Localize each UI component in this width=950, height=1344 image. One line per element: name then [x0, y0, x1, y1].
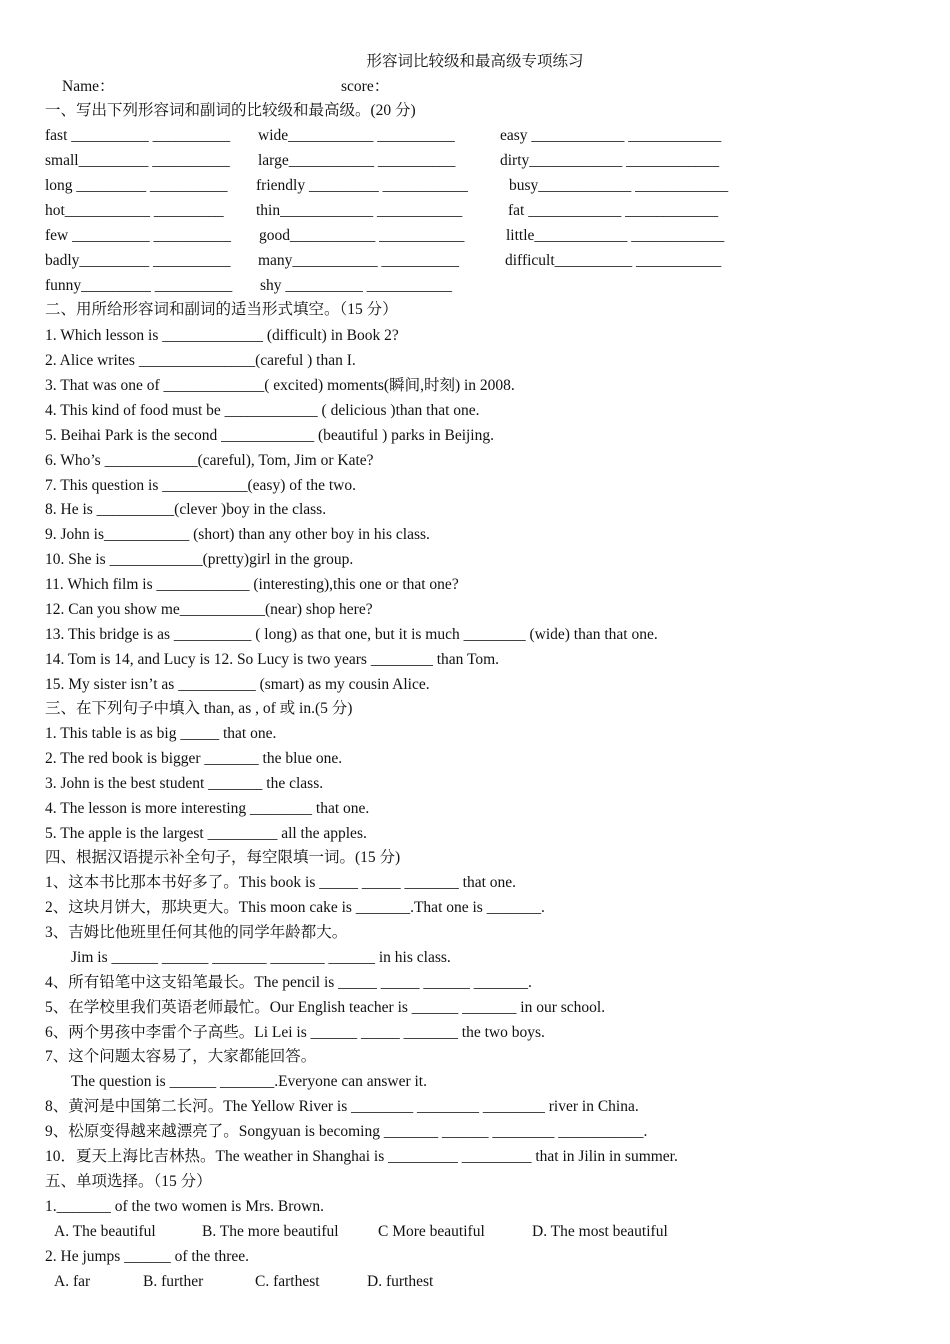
word-row-cell: badly_________ __________	[45, 252, 231, 269]
exercise-item: 9、松原变得越来越漂亮了。Songyuan is becoming _______ ______ ________ ___________.	[45, 1123, 648, 1140]
exercise-item: 9. John is___________ (short) than any other boy in his class.	[45, 526, 430, 543]
worksheet-title: 形容词比较级和最高级专项练习	[366, 53, 584, 70]
section-heading-2: 二、用所给形容词和副词的适当形式填空。（15 分）	[45, 301, 398, 318]
exercise-item: 3. That was one of _____________( excited) moments(瞬间,时刻) in 2008.	[45, 377, 515, 394]
exercise-item: 14. Tom is 14, and Lucy is 12. So Lucy is two years ________ than Tom.	[45, 651, 500, 668]
exercise-item: 10．夏天上海比吉林热。The weather in Shanghai is _________ _________ that in Jilin in summer.	[45, 1148, 678, 1165]
exercise-item: 4、所有铅笔中这支铅笔最长。The pencil is _____ _____ ______ _______.	[45, 974, 532, 991]
exercise-item: 10. She is ____________(pretty)girl in the group.	[45, 551, 354, 568]
word-row-cell: fast __________ __________	[45, 127, 231, 144]
mc-option-c: C More beautiful	[378, 1223, 485, 1240]
word-row-cell: dirty____________ ____________	[500, 152, 720, 169]
exercise-item: 1、这本书比那本书好多了。This book is _____ _____ _______ that one.	[45, 874, 517, 891]
name-label: Name：	[62, 78, 115, 95]
mc-option-b: B. The more beautiful	[202, 1223, 339, 1240]
exercise-item: 2. Alice writes _______________(careful ) than I.	[45, 352, 356, 369]
word-row-cell: wide___________ __________	[258, 127, 455, 144]
exercise-item: 5、在学校里我们英语老师最忙。Our English teacher is ______ _______ in our school.	[45, 999, 606, 1016]
exercise-item: 4. The lesson is more interesting ________ that one.	[45, 800, 370, 817]
exercise-item: 8、黄河是中国第二长河。The Yellow River is ________ ________ ________ river in China.	[45, 1098, 639, 1115]
exercise-item: 6. Who’s ____________(careful), Tom, Jim or Kate?	[45, 452, 374, 469]
section-heading-4: 四、根据汉语提示补全句子，每空限填一词。(15 分)	[45, 849, 401, 866]
word-row-cell: long _________ __________	[45, 177, 228, 194]
exercise-item-continuation: Jim is ______ ______ _______ _______ ______ in his class.	[71, 949, 451, 966]
mc-question: 1._______ of the two women is Mrs. Brown.	[45, 1198, 324, 1215]
word-row-cell: large___________ __________	[258, 152, 456, 169]
mc-option-d: D. furthest	[367, 1273, 434, 1290]
mc-question: 2. He jumps ______ of the three.	[45, 1248, 250, 1265]
section-heading-5: 五、单项选择。（15 分）	[45, 1173, 212, 1190]
exercise-item: 5. Beihai Park is the second ____________ (beautiful ) parks in Beijing.	[45, 427, 494, 444]
word-row-cell: funny_________ __________	[45, 277, 233, 294]
exercise-item: 11. Which film is ____________ (interesting),this one or that one?	[45, 576, 459, 593]
exercise-item: 1. Which lesson is _____________ (difficult) in Book 2?	[45, 327, 399, 344]
exercise-item: 4. This kind of food must be ____________ ( delicious )than that one.	[45, 402, 480, 419]
mc-option-b: B. further	[143, 1273, 204, 1290]
exercise-item: 8. He is __________(clever )boy in the class.	[45, 501, 327, 518]
word-row-cell: many___________ __________	[258, 252, 460, 269]
word-row-cell: busy____________ ____________	[509, 177, 729, 194]
exercise-item: 15. My sister isn’t as __________ (smart) as my cousin Alice.	[45, 676, 430, 693]
word-row-cell: difficult__________ ___________	[505, 252, 722, 269]
word-row-cell: shy __________ ___________	[260, 277, 453, 294]
exercise-item-continuation: The question is ______ _______.Everyone can answer it.	[71, 1073, 427, 1090]
exercise-item: 3. John is the best student _______ the class.	[45, 775, 324, 792]
word-row-cell: few __________ __________	[45, 227, 231, 244]
mc-option-a: A. The beautiful	[54, 1223, 156, 1240]
exercise-item: 7、这个问题太容易了，大家都能回答。	[45, 1048, 317, 1065]
exercise-item: 2、这块月饼大，那块更大。This moon cake is _______.That one is _______.	[45, 899, 545, 916]
exercise-item: 12. Can you show me___________(near) shop here?	[45, 601, 373, 618]
exercise-item: 6、两个男孩中李雷个子高些。Li Lei is ______ _____ _______ the two boys.	[45, 1024, 545, 1041]
word-row-cell: hot___________ _________	[45, 202, 224, 219]
word-row-cell: small_________ __________	[45, 152, 230, 169]
exercise-item: 7. This question is ___________(easy) of the two.	[45, 477, 356, 494]
exercise-item: 2. The red book is bigger _______ the blue one.	[45, 750, 343, 767]
word-row-cell: friendly _________ ___________	[256, 177, 468, 194]
section-heading-3: 三、在下列句子中填入 than, as , of 或 in.(5 分)	[45, 700, 353, 717]
word-row-cell: fat ____________ ____________	[508, 202, 719, 219]
mc-option-a: A. far	[54, 1273, 91, 1290]
mc-option-c: C. farthest	[255, 1273, 320, 1290]
exercise-item: 13. This bridge is as __________ ( long) as that one, but it is much ________ (wide) than that one.	[45, 626, 658, 643]
exercise-item: 3、吉姆比他班里任何其他的同学年龄都大。	[45, 924, 348, 941]
exercise-item: 5. The apple is the largest _________ all the apples.	[45, 825, 367, 842]
score-label: score：	[341, 78, 390, 95]
word-row-cell: easy ____________ ____________	[500, 127, 722, 144]
word-row-cell: thin____________ ___________	[256, 202, 463, 219]
section-heading-1: 一、写出下列形容词和副词的比较级和最高级。(20 分)	[45, 102, 416, 119]
word-row-cell: good___________ ___________	[259, 227, 465, 244]
word-row-cell: little____________ ____________	[506, 227, 725, 244]
exercise-item: 1. This table is as big _____ that one.	[45, 725, 277, 742]
mc-option-d: D. The most beautiful	[532, 1223, 668, 1240]
